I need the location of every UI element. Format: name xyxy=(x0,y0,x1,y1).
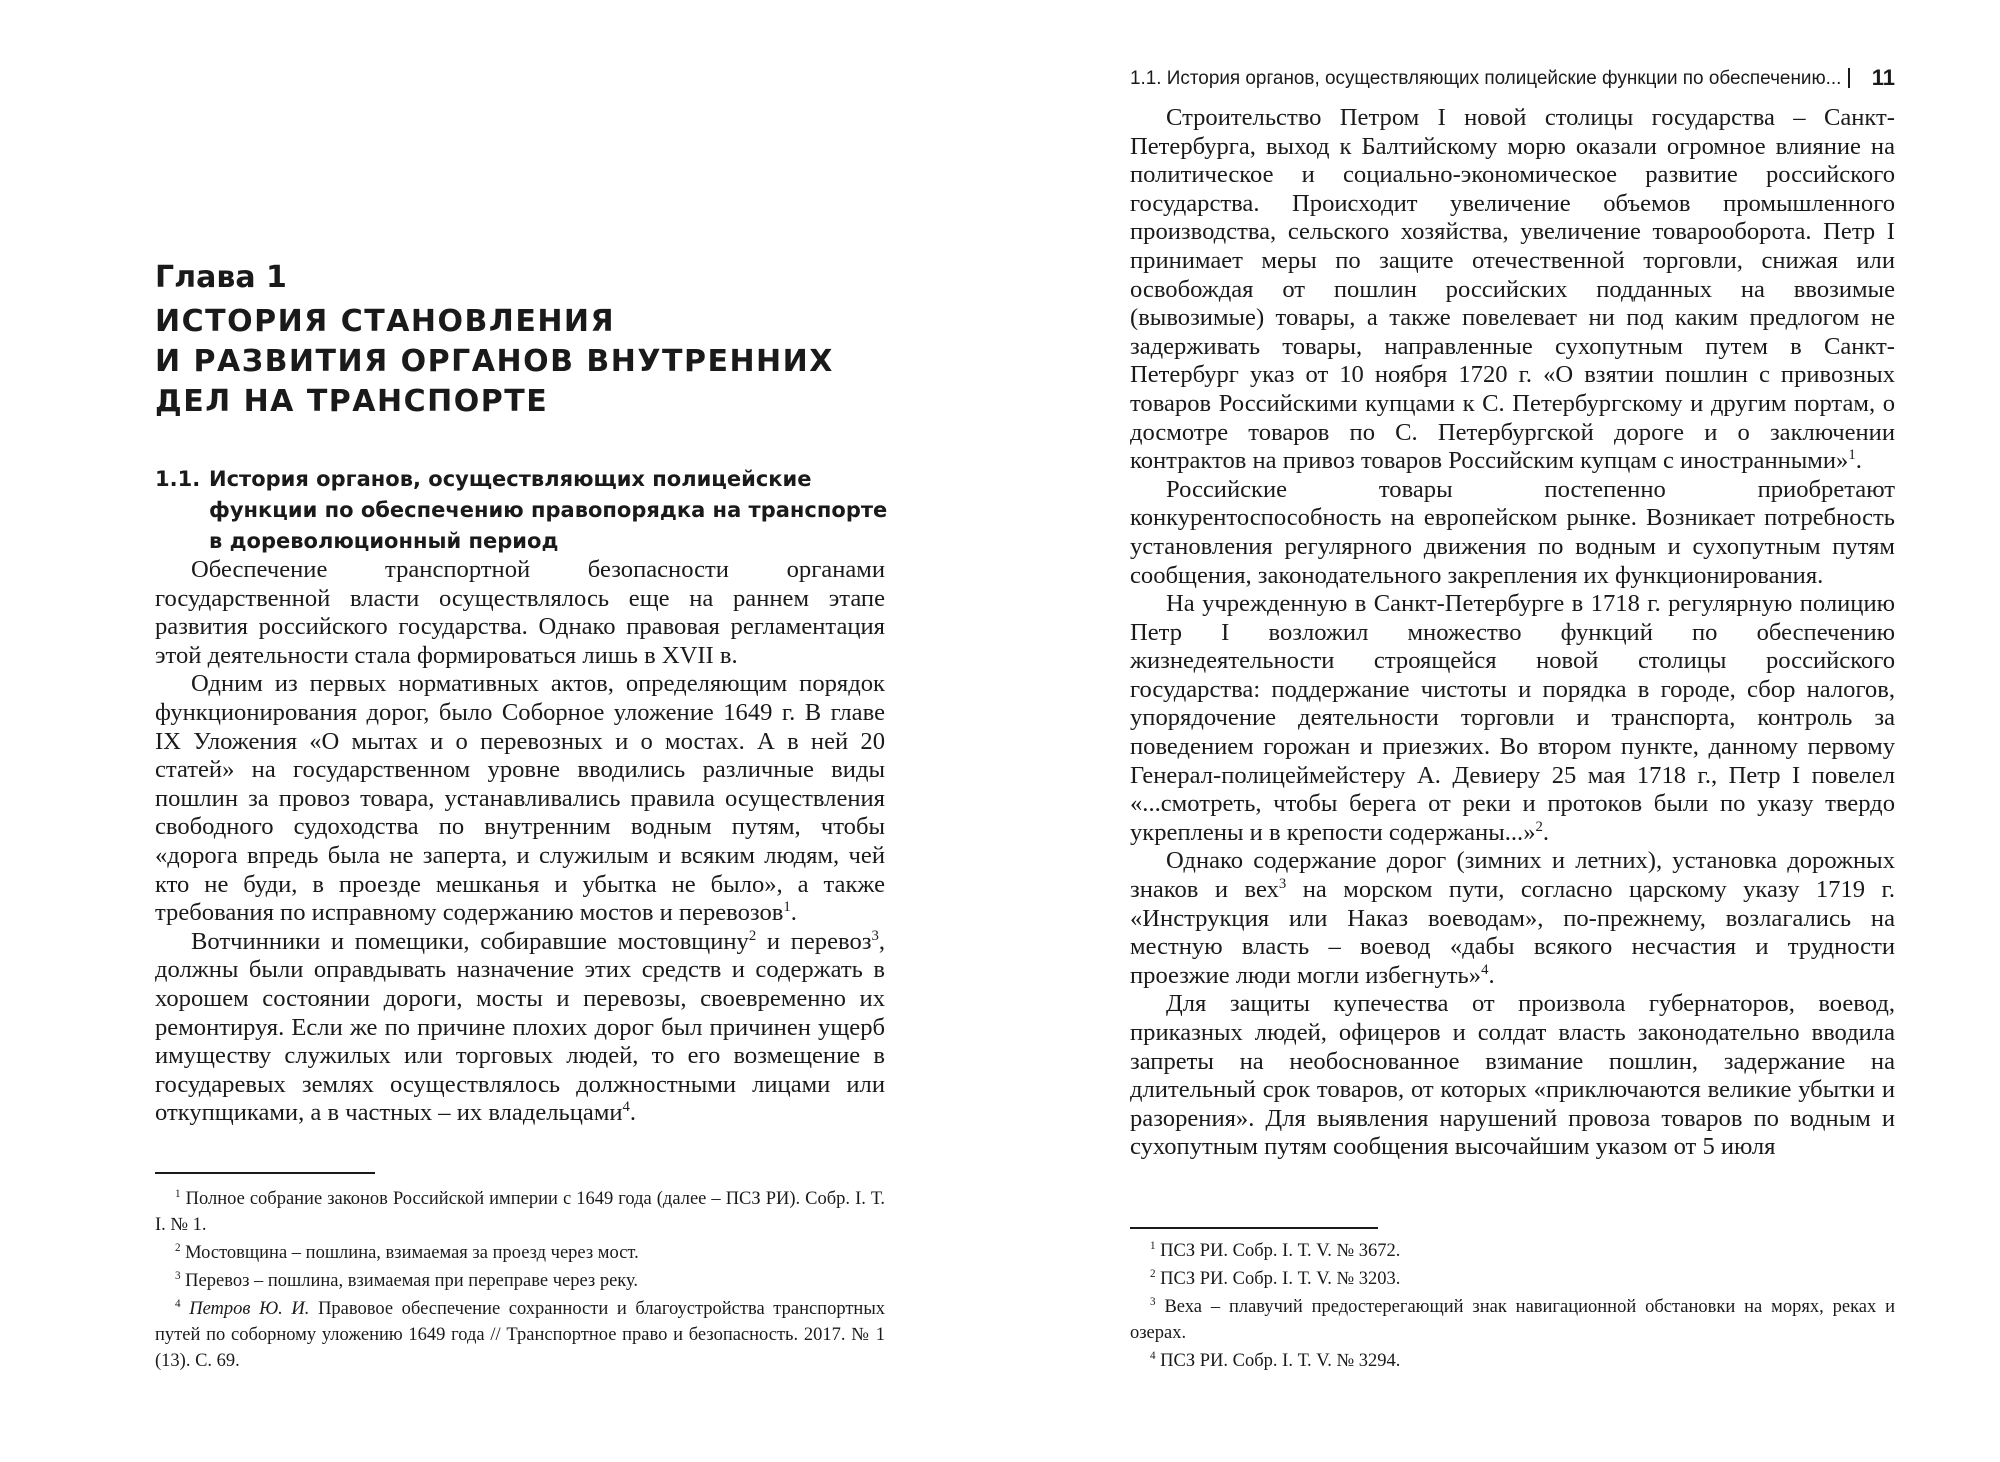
footnote-ref[interactable]: 1 xyxy=(783,898,791,915)
footnote: $^3$ Веха – плавучий предостерегающий знак навигационной обстановки на морях, реках и озерах. xyxy=(1130,1295,1896,1343)
page-number: 11 xyxy=(1871,65,1895,90)
footnote-number: 3 xyxy=(175,1269,181,1282)
section-title-line: функции по обеспечению правопорядка на транспорте xyxy=(209,498,888,522)
chapter-label: Глава 1 xyxy=(155,260,287,295)
footnote: $^3$ Перевоз – пошлина, взимаемая при переправе через реку. xyxy=(175,1269,639,1291)
footnote: $^4$ ПСЗ РИ. Собр. I. Т. V. № 3294. xyxy=(1150,1349,1401,1371)
paragraph: Вотчинники и помещики, собиравшие мостовщину$^2$ и перевоз$^3$, должны были оправдывать назначение этих средств и содержать в хорошем состоянии дороги, мосты и перевозы, своевременно их ремонтируя. Если же по причине плохих дорог был причинен ущерб имуществу служилых или торговых людей, то его возмещение в государевых землях осуществлялось должностными лицами или откупщиками, а в частных – их владельцами$^4$. xyxy=(155,927,885,1127)
paragraph: Однако содержание дорог (зимних и летних), установка дорожных знаков и вех$^3$ на морском пути, согласно царскому указу 1719 г. «Инструкция или Наказ воеводам», по-прежнему, возлагались на местную власть – воевод «дабы всякого несчастия и трудности проезжие люди могли избегнуть»$^4$. xyxy=(1130,847,1896,989)
left-page xyxy=(155,0,888,1462)
footnote: $^1$ ПСЗ РИ. Собр. I. Т. V. № 3672. xyxy=(1150,1239,1401,1261)
footnote-divider xyxy=(1130,1227,1378,1229)
footnote-ref[interactable]: 2 xyxy=(1535,818,1543,835)
right-footnotes xyxy=(1130,1238,1895,1376)
chapter-title-line: ДЕЛ НА ТРАНСПОРТЕ xyxy=(155,384,549,419)
footnote-ref[interactable]: 4 xyxy=(622,1099,630,1116)
section-heading xyxy=(155,464,888,557)
footnote: $^1$ Полное собрание законов Российской империи с 1649 года (далее – ПСЗ РИ). Собр. I. Т. I. № 1. xyxy=(155,1187,885,1235)
footnote-ref[interactable]: 3 xyxy=(871,927,879,944)
footnote: $^2$ ПСЗ РИ. Собр. I. Т. V. № 3203. xyxy=(1150,1267,1401,1289)
running-head-separator xyxy=(1848,68,1850,88)
paragraph: Строительство Петром I новой столицы государства – Санкт-Петербурга, выход к Балтийскому морю оказали огромное влияние на политическое и социально-экономическое развитие российского государства. Происходит увеличение объемов промышленного производства, сельского хозяйства, увеличение товарооборота. Петр I принимает меры по защите отечественной торговли, снижая или освобождая от пошлин российских подданных на ввозимые (вывозимые) товары, а также повелевает ни под каким предлогом не задерживать товары, направленные сухопутным путем в Санкт-Петербург указ от 10 ноября 1720 г. «О взятии пошлин с привозных товаров Российскими купцами к С. Петербургскому и другим портам, о досмотре товаров по С. Петербургской дороге и о заключении контрактов на привоз товаров Российским купцам с иностранными»$^1$. xyxy=(1130,104,1895,475)
footnote: $^4$ Петров Ю. И. Правовое обеспечение сохранности и благоустройства транспортных путей по соборному уложению 1649 года // Транспортное право и безопасность. 2017. № 1 (13). С. 69. xyxy=(155,1297,886,1371)
chapter-title-line: И РАЗВИТИЯ ОРГАНОВ ВНУТРЕННИХ xyxy=(155,344,834,379)
chapter-heading xyxy=(155,258,885,422)
footnote-number: 3 xyxy=(1150,1295,1156,1308)
running-head xyxy=(1130,62,1895,94)
paragraph: Обеспечение транспортной безопасности органами государственной власти осуществлялось еще на раннем этапе развития российского государства. Однако правовая регламентация этой деятельности стала формироваться лишь в XVII в. xyxy=(155,556,885,669)
footnote-author: Петров Ю. И. xyxy=(189,1299,310,1319)
section-title-line: История органов, осуществляющих полицейские xyxy=(209,467,812,491)
section-title-line: в дореволюционный период xyxy=(209,529,559,553)
footnote: $^2$ Мостовщина – пошлина, взимаемая за проезд через мост. xyxy=(175,1241,639,1263)
footnote-number: 4 xyxy=(175,1297,181,1310)
footnote-ref[interactable]: 4 xyxy=(1481,961,1489,978)
footnote-number: 2 xyxy=(175,1241,181,1254)
footnote-ref[interactable]: 2 xyxy=(748,927,757,944)
paragraph: Одним из первых нормативных актов, определяющим порядок функционирования дорог, было Соборное уложение 1649 г. В главе IX Уложения «О мытах и о перевозных и о мостах. А в ней 20 статей» на государственном уровне вводились различные виды пошлин за провоз товара, устанавливались правила осуществления свободного судоходства по внутренним водным путям, чтобы «дорога впредь была не заперта, и служилым и всяким людям, чей кто не буди, в проезде мешканья и убытка не было», а также требования по исправному содержанию мостов и перевозов$^1$. xyxy=(155,670,885,927)
running-head-title: 1.1. История органов, осуществляющих полицейские функции по обеспечению... xyxy=(1130,67,1842,89)
footnote-number: 1 xyxy=(1150,1239,1156,1252)
footnote-ref[interactable]: 3 xyxy=(1278,875,1287,892)
footnote-ref[interactable]: 1 xyxy=(1848,446,1856,463)
left-footnotes xyxy=(155,1186,885,1376)
footnote-number: 2 xyxy=(1150,1267,1156,1280)
chapter-title xyxy=(155,302,885,422)
footnote-divider xyxy=(155,1172,375,1174)
paragraph: Для защиты купечества от произвола губернаторов, воевод, приказных людей, офицеров и солдат власть законодательно вводила запреты на необоснованное взимание пошлин, задержание на длительный срок товаров, от которых «приключаются великие убытки и разорения». Для выявления нарушений провоза товаров по водным и сухопутным путям сообщения высочайшим указом от 5 июля xyxy=(1130,990,1895,1161)
paragraph: Российские товары постепенно приобретают конкурентоспособность на европейском рынке. Возникает потребность установления регулярного движения по водным и сухопутным путям сообщения, законодательного закрепления их функционирования. xyxy=(1130,475,1895,589)
chapter-title-line: ИСТОРИЯ СТАНОВЛЕНИЯ xyxy=(155,304,616,339)
section-number: 1.1. xyxy=(155,467,201,491)
paragraph: На учрежденную в Санкт-Петербурге в 1718 г. регулярную полицию Петр I возложил множество функций по обеспечению жизнедеятельности строящейся новой столицы российского государства: поддержание чистоты и порядка в городе, сбор налогов, упорядочение деятельности торговли и транспорта, контроль за поведением горожан и приезжих. Во втором пункте, данному первому Генерал-полицеймейстеру А. Девиеру 25 мая 1718 г., Петр I повелел «...смотреть, чтобы берега от реки и протоков были по указу твердо укреплены и в крепости содержаны...»$^2$. xyxy=(1130,590,1895,846)
right-page xyxy=(1130,0,1895,1462)
right-body-text xyxy=(1130,104,1895,1162)
footnote-number: 1 xyxy=(175,1187,181,1200)
left-body-text xyxy=(155,556,885,1128)
footnote-number: 4 xyxy=(1150,1349,1156,1362)
